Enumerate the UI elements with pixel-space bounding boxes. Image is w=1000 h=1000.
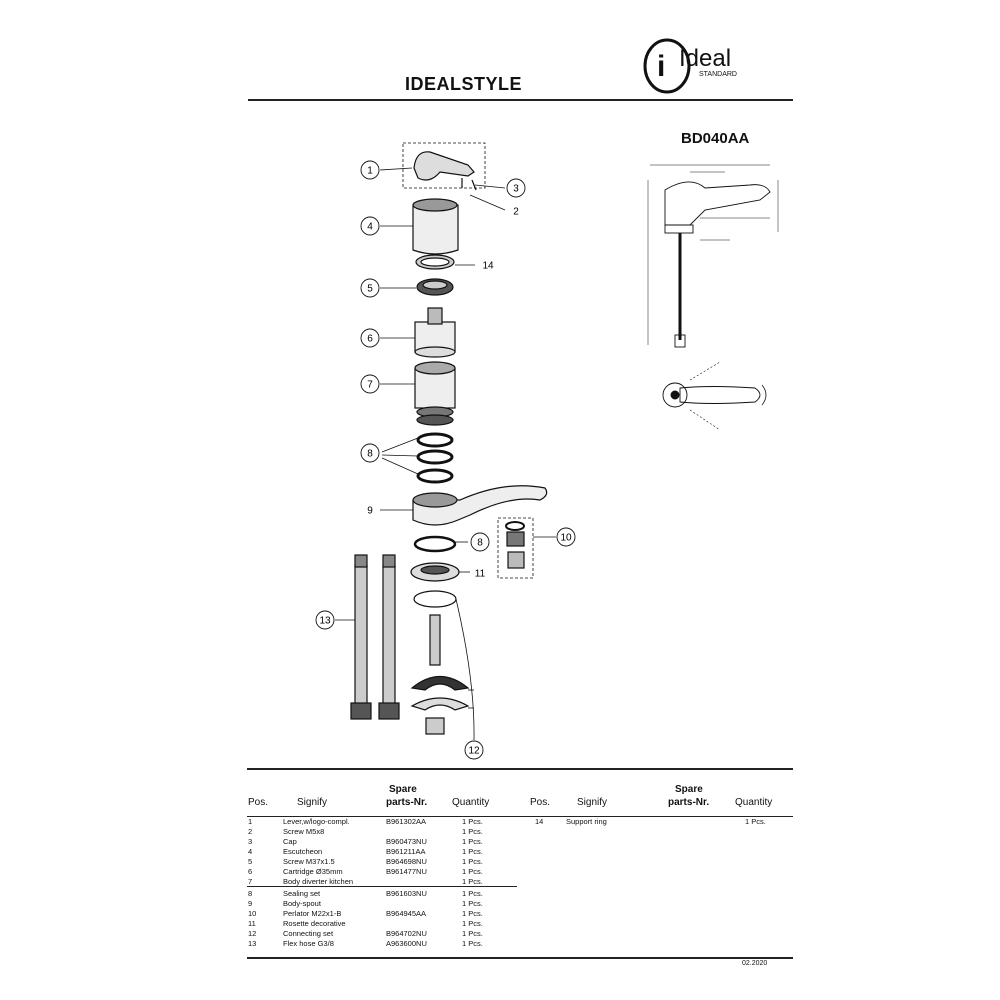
- cell-pos: 8: [248, 889, 253, 898]
- col-header-parts-nr: parts-Nr.: [386, 797, 428, 808]
- exploded-drawing: [310, 140, 610, 770]
- cell-qty: 1 Pcs.: [462, 929, 483, 938]
- cell-qty: 1 Pcs.: [462, 877, 483, 886]
- cell-pos: 11: [248, 919, 256, 928]
- table-group-rule: [247, 886, 517, 887]
- page-title: IDEALSTYLE: [405, 74, 523, 94]
- svg-text:i: i: [657, 50, 666, 83]
- col-header-spare: Spare: [389, 784, 417, 795]
- cell-signify: Cap: [283, 837, 297, 846]
- col-header-signify-2: Signify: [577, 797, 608, 808]
- callout-label: 13: [319, 615, 331, 627]
- cell-qty: 1 Pcs.: [462, 827, 483, 836]
- col-header-quantity-2: Quantity: [735, 797, 773, 808]
- callout-label: 10: [560, 532, 572, 544]
- model-number: BD040AA: [681, 130, 750, 147]
- callout-label: 8: [367, 448, 373, 460]
- cell-signify: Escutcheon: [283, 847, 323, 856]
- cell-part: B964698NU: [386, 857, 427, 866]
- cell-signify: Body-spout: [283, 899, 321, 908]
- callout-label: 7: [367, 379, 373, 391]
- cell-pos: 10: [248, 909, 257, 918]
- cell-pos: 9: [248, 899, 253, 908]
- col-header-pos-2: Pos.: [530, 797, 551, 808]
- cell-signify: Cartridge Ø35mm: [283, 867, 343, 876]
- callout-label: 12: [468, 745, 480, 757]
- table-bottom-rule: [247, 957, 793, 959]
- cell-part: B960473NU: [386, 837, 427, 846]
- brand-name: Ideal: [679, 45, 732, 72]
- cell-pos: 1: [248, 817, 253, 826]
- cell-pos: 3: [248, 837, 253, 846]
- dimension-drawing: [636, 150, 801, 450]
- cell-pos: 14: [535, 817, 544, 826]
- cell-qty: 1 Pcs.: [745, 817, 766, 826]
- brand-logo: [643, 36, 753, 96]
- cell-qty: 1 Pcs.: [462, 817, 483, 826]
- cell-part: B964945AA: [386, 909, 427, 918]
- cell-part: B961603NU: [386, 889, 427, 898]
- cell-signify: Connecting set: [283, 929, 334, 938]
- cell-signify: Support ring: [566, 817, 607, 826]
- cell-pos: 5: [248, 857, 253, 866]
- cell-qty: 1 Pcs.: [462, 857, 483, 866]
- callout-label: 1: [367, 165, 373, 177]
- cell-signify: Screw M5x8: [283, 827, 325, 836]
- document-date: 02.2020: [742, 960, 768, 967]
- cell-qty: 1 Pcs.: [462, 889, 483, 898]
- col-header-quantity: Quantity: [452, 797, 490, 808]
- cell-signify: Lever,w/logo-compl.: [283, 817, 350, 826]
- cell-part: A963600NU: [386, 939, 427, 948]
- cell-part: B961477NU: [386, 867, 427, 876]
- cell-qty: 1 Pcs.: [462, 899, 483, 908]
- callout-label: 11: [474, 568, 486, 580]
- col-header-spare-2: Spare: [675, 784, 703, 795]
- cell-part: B964702NU: [386, 929, 427, 938]
- callout-label: 3: [513, 183, 519, 195]
- col-header-pos: Pos.: [248, 797, 269, 808]
- callout-label: 5: [367, 283, 373, 295]
- cell-pos: 12: [248, 929, 257, 938]
- cell-part: B961302AA: [386, 817, 427, 826]
- callout-label: 2: [513, 206, 519, 218]
- callout-label: 4: [367, 221, 373, 233]
- cell-qty: 1 Pcs.: [462, 909, 483, 918]
- cell-pos: 7: [248, 877, 253, 886]
- table-top-rule: [247, 768, 793, 770]
- callout-label: 14: [482, 260, 494, 272]
- cell-signify: Flex hose G3/8: [283, 939, 334, 948]
- cell-qty: 1 Pcs.: [462, 867, 483, 876]
- cell-qty: 1 Pcs.: [462, 837, 483, 846]
- cell-signify: Screw M37x1.5: [283, 857, 335, 866]
- cell-qty: 1 Pcs.: [462, 847, 483, 856]
- brand-sub: STANDARD: [699, 71, 737, 78]
- cell-signify: Body diverter kitchen: [283, 877, 354, 886]
- header-rule: [248, 99, 793, 101]
- cell-signify: Rosette decorative: [283, 919, 346, 928]
- cell-pos: 13: [248, 939, 257, 948]
- cell-pos: 4: [248, 847, 253, 856]
- cell-pos: 6: [248, 867, 253, 876]
- cell-signify: Sealing set: [283, 889, 321, 898]
- col-header-parts-nr-2: parts-Nr.: [668, 797, 710, 808]
- cell-qty: 1 Pcs.: [462, 919, 483, 928]
- cell-pos: 2: [248, 827, 253, 836]
- cell-qty: 1 Pcs.: [462, 939, 483, 948]
- cell-part: B961211AA: [386, 847, 426, 856]
- col-header-signify: Signify: [297, 797, 328, 808]
- callout-label: 6: [367, 333, 373, 345]
- callout-label: 8: [477, 537, 483, 549]
- cell-signify: Perlator M22x1-B: [283, 909, 342, 918]
- callout-label: 9: [367, 505, 373, 517]
